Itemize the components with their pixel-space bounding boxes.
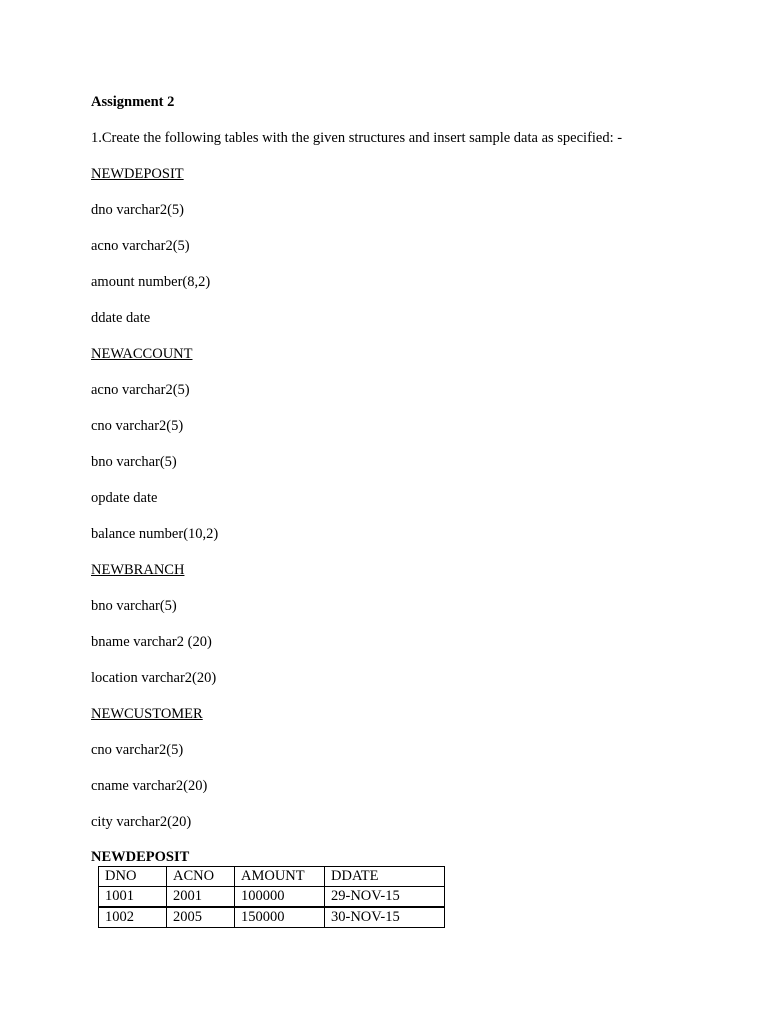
table-cell: 29-NOV-15 [325,887,445,908]
field-definition: cno varchar2(5) [91,742,184,758]
field-definition: dno varchar2(5) [91,202,184,218]
table-cell: 150000 [235,907,325,928]
assignment-heading: Assignment 2 [91,94,175,110]
table-name-newcustomer: NEWCUSTOMER [91,706,203,722]
field-definition: bno varchar(5) [91,598,177,614]
table-cell: 1002 [99,907,167,928]
table-cell: 1001 [99,887,167,908]
field-definition: acno varchar2(5) [91,238,190,254]
field-definition: location varchar2(20) [91,670,217,686]
field-definition: opdate date [91,490,158,506]
document-page [91,92,731,928]
table-name-newbranch: NEWBRANCH [91,562,185,578]
field-definition: bname varchar2 (20) [91,634,212,650]
field-definition: cno varchar2(5) [91,418,184,434]
field-definition: balance number(10,2) [91,526,219,542]
field-definition: city varchar2(20) [91,814,192,830]
table-row [99,887,445,908]
field-definition: amount number(8,2) [91,274,211,290]
field-definition: cname varchar2(20) [91,778,208,794]
sample-data-table [98,866,445,928]
column-header-acno: ACNO [167,867,235,887]
table-row [99,907,445,928]
table-name-newdeposit: NEWDEPOSIT [91,166,184,182]
table-cell: 30-NOV-15 [325,907,445,928]
sample-table-title: NEWDEPOSIT [91,849,190,865]
table-cell: 100000 [235,887,325,908]
column-header-ddate: DDATE [325,867,445,887]
table-cell: 2005 [167,907,235,928]
table-name-newaccount: NEWACCOUNT [91,346,193,362]
table-header-row [99,867,445,887]
field-definition: ddate date [91,310,151,326]
column-header-dno: DNO [99,867,167,887]
field-definition: acno varchar2(5) [91,382,190,398]
field-definition: bno varchar(5) [91,454,177,470]
instruction-text: 1.Create the following tables with the given structures and insert sample data as specified: - [91,130,623,146]
table-cell: 2001 [167,887,235,908]
column-header-amount: AMOUNT [235,867,325,887]
